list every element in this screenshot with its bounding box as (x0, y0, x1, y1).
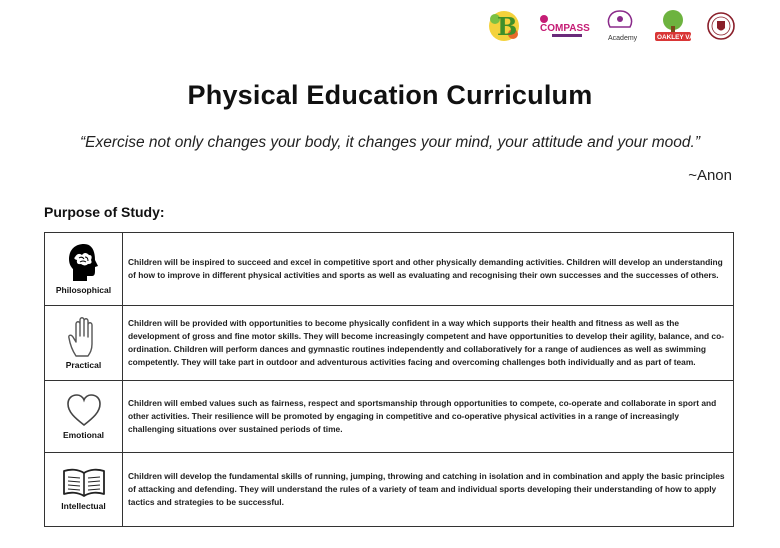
crest-logo (706, 11, 736, 41)
row-icon-cell (45, 381, 123, 453)
oakley-vale-logo-text: OAKLEY VALE (657, 34, 702, 41)
row-text: Children will develop the fundamental skills of running, jumping, throwing and catching in isolation and in combination and apply the basic principles of attacking and defending. They will understand the rules of a variety of team and individual sports developing their understanding of how to apply tactics and strategies to be successful. (123, 453, 734, 527)
brain-head-icon (67, 243, 101, 283)
school-logos (486, 8, 736, 44)
row-label: Practical (65, 359, 102, 370)
quote-text: “Exercise not only changes your body, it changes your mind, your attitude and your mood.” (79, 134, 701, 151)
row-text: Children will embed values such as fairness, respect and sportsmanship through opportunities to compete, co-operate and collaborate in sport and other activities. Their resilience will be promoted by engaging in competitive and co-operative physical activities in a range of increasingly challenging situations over sustained periods of time. (123, 381, 734, 453)
hand-icon (66, 316, 102, 358)
row-text: Children will be provided with opportunities to become physically confident in a way which supports their health and fitness as well as the development of gross and fine motor skills. They will become increasingly competent and have opportunities to develop their agility, balance, and co-ordination. Children will perform dances and gymnastic routines independently and collaboratively for a range of audiences as well as swimming competently. They will take part in outdoor and adventurous activities facing and overcoming challenges both individually and as part of team. (123, 306, 734, 381)
table-row (45, 233, 734, 306)
table-row (45, 453, 734, 527)
page-title: Physical Education Curriculum (187, 80, 593, 110)
row-icon-cell (45, 233, 123, 306)
compass-logo-text: COMPASS (540, 23, 590, 34)
svg-text:B: B (497, 12, 518, 41)
quote-author: ~Anon (688, 167, 732, 184)
oakley-vale-logo (654, 8, 702, 44)
b-school-logo (486, 9, 522, 43)
row-label: Intellectual (61, 501, 106, 511)
row-text: Children will be inspired to succeed and excel in competitive sport and other physically demanding activities. Children will develop an understanding of how to improve in different physical activities and sports as well as evaluating and recognising their own successes and the successes of others. (123, 233, 734, 306)
compass-logo (536, 9, 590, 43)
row-icon-cell (45, 453, 123, 527)
purpose-of-study-table (44, 232, 734, 527)
section-heading: Purpose of Study: (44, 204, 165, 220)
table-row (45, 306, 734, 381)
heart-icon (65, 392, 103, 428)
academy-logo-text: Academy (608, 35, 638, 42)
table-row (45, 381, 734, 453)
row-label: Emotional (62, 430, 105, 440)
row-label: Philosophical (55, 284, 112, 295)
academy-logo (600, 8, 640, 44)
open-book-icon (61, 467, 107, 499)
row-icon-cell (45, 306, 123, 381)
